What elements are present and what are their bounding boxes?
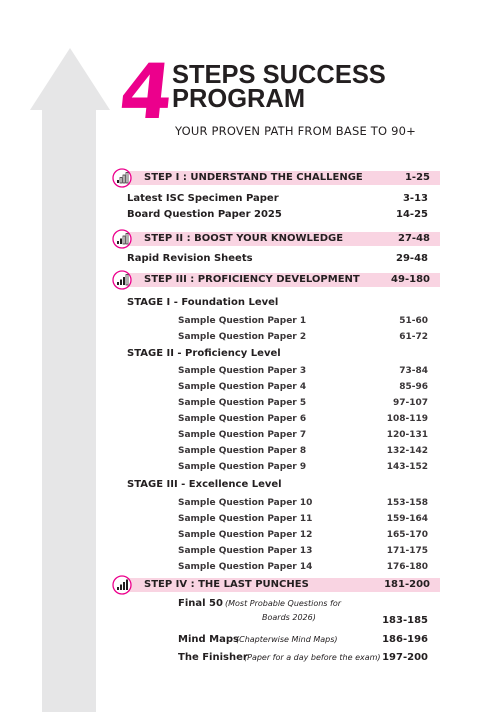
- toc-item: Sample Question Paper 11 159-164: [178, 514, 428, 524]
- toc-item: Sample Question Paper 3 73-84: [178, 366, 428, 376]
- toc-item: Sample Question Paper 5 97-107: [178, 398, 428, 408]
- step-4-band: [118, 578, 440, 592]
- toc-item: Board Question Paper 2025 14-25: [127, 209, 428, 220]
- stage-heading: STAGE II - Proficiency Level: [127, 348, 281, 359]
- toc-item: Sample Question Paper 2 61-72: [178, 332, 428, 342]
- toc-item-final-50: Final 50 (Most Probable Questions for Boards 2026) 183-185: [178, 598, 428, 626]
- step-3-band: [118, 273, 440, 287]
- step-3-pages: 49-180: [391, 274, 430, 285]
- step-4-title: STEP IV : THE LAST PUNCHES: [144, 579, 309, 590]
- step-2-title: STEP II : BOOST YOUR KNOWLEDGE: [144, 233, 344, 244]
- step-1-band: [118, 171, 440, 185]
- toc-item-the-finisher: The Finisher (Paper for a day before the exam) 197-200: [178, 652, 428, 663]
- stage-heading: STAGE III - Excellence Level: [127, 479, 282, 490]
- signal-bars-1-icon: [112, 168, 132, 188]
- step-2-band: [118, 232, 440, 246]
- step-4-pages: 181-200: [384, 579, 430, 590]
- program-subtitle: YOUR PROVEN PATH FROM BASE TO 90+: [175, 124, 416, 138]
- toc-item: Latest ISC Specimen Paper 3-13: [127, 193, 428, 204]
- toc-item: Sample Question Paper 9 143-152: [178, 462, 428, 472]
- toc-item: Sample Question Paper 4 85-96: [178, 382, 428, 392]
- toc-item: Sample Question Paper 7 120-131: [178, 430, 428, 440]
- big-number-four: 4: [115, 47, 176, 136]
- step-2-pages: 27-48: [398, 233, 430, 244]
- signal-bars-3-icon: [112, 270, 132, 290]
- signal-bars-4-icon: [112, 575, 132, 595]
- toc-item: Sample Question Paper 6 108-119: [178, 414, 428, 424]
- step-1-pages: 1-25: [404, 172, 430, 183]
- toc-item-mind-maps: Mind Maps (Chapterwise Mind Maps) 186-196: [178, 634, 428, 645]
- toc-item: Sample Question Paper 12 165-170: [178, 530, 428, 540]
- toc-item: Rapid Revision Sheets 29-48: [127, 253, 428, 264]
- program-title: STEPS SUCCESS PROGRAM: [172, 59, 386, 113]
- toc-item: Sample Question Paper 8 132-142: [178, 446, 428, 456]
- stage-heading: STAGE I - Foundation Level: [127, 297, 279, 308]
- toc-item: Sample Question Paper 14 176-180: [178, 562, 428, 572]
- toc-item: Sample Question Paper 1 51-60: [178, 316, 428, 326]
- program-header: [115, 47, 440, 138]
- step-3-title: STEP III : PROFICIENCY DEVELOPMENT: [144, 274, 360, 285]
- toc-item: Sample Question Paper 13 171-175: [178, 546, 428, 556]
- step-1-title: STEP I : UNDERSTAND THE CHALLENGE: [144, 172, 363, 183]
- signal-bars-2-icon: [112, 229, 132, 249]
- toc-item: Sample Question Paper 10 153-158: [178, 498, 428, 508]
